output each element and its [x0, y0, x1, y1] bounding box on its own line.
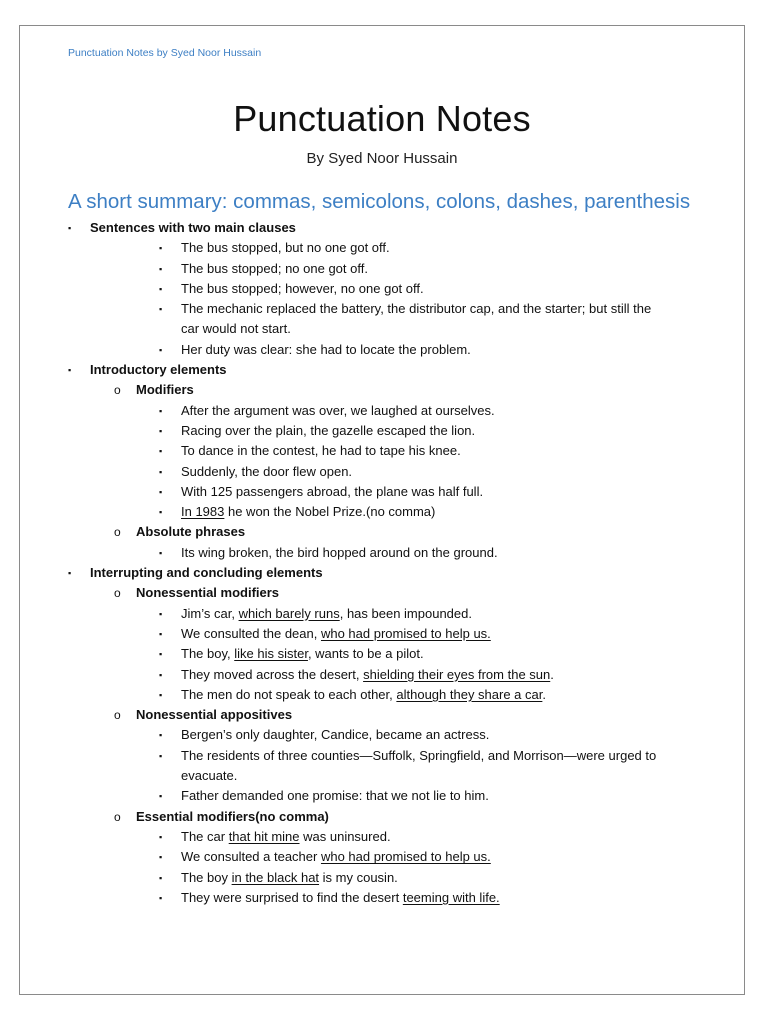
circle-bullet-icon: o [114, 383, 121, 398]
outline-item-text: Bergen’s only daughter, Candice, became an actress. [181, 727, 490, 743]
outline-item-text [181, 604, 472, 624]
outline-bullet-item [20, 462, 744, 482]
outline-item-text [181, 827, 391, 847]
outline-item-text [181, 665, 554, 685]
text-segment: , has been impounded. [339, 605, 472, 621]
outline-subheading-item [20, 807, 744, 827]
outline-item-text: The bus stopped; however, no one got off. [181, 280, 424, 296]
outline-bullet-item [20, 319, 744, 339]
outline-item-text: evacuate. [181, 768, 238, 784]
outline-item-text: Modifiers [136, 382, 194, 398]
outline-item-text [181, 847, 491, 867]
outline-item-text: Essential modifiers(no comma) [136, 808, 329, 824]
outline-subheading-item [20, 380, 744, 400]
square-bullet-icon: ▪ [159, 243, 163, 254]
outline-subheading-item [20, 705, 744, 725]
square-bullet-icon: ▪ [68, 568, 72, 579]
outline-item-text: Father demanded one promise: that we not lie to him. [181, 788, 489, 804]
square-bullet-icon: ▪ [159, 507, 163, 518]
outline-item-text: The residents of three counties—Suffolk, Springfield, and Morrison—were urged to [181, 747, 657, 763]
text-segment: The men do not speak to each other, [181, 686, 397, 702]
outline-item-text [181, 868, 398, 888]
square-bullet-icon: ▪ [159, 730, 163, 741]
square-bullet-icon: ▪ [159, 649, 163, 660]
outline-bullet-item [20, 299, 744, 319]
outline-bullet-item [20, 401, 744, 421]
underlined-phrase: who had promised to help us. [320, 849, 491, 865]
outline-subheading-item [20, 522, 744, 542]
square-bullet-icon: ▪ [159, 872, 163, 883]
text-segment: They were surprised to find the desert [181, 889, 403, 905]
outline-item-text: After the argument was over, we laughed at ourselves. [181, 402, 495, 418]
outline-bullet-item [20, 685, 744, 705]
square-bullet-icon: ▪ [159, 608, 163, 619]
outline-item-text: The bus stopped, but no one got off. [181, 240, 390, 256]
circle-bullet-icon: o [114, 809, 121, 824]
outline-item-text: To dance in the contest, he had to tape his knee. [181, 443, 461, 459]
outline-item-text: Racing over the plain, the gazelle escaped the lion. [181, 422, 476, 438]
outline-item-text: With 125 passengers abroad, the plane was half full. [181, 483, 484, 499]
outline-bullet-item [20, 888, 744, 908]
square-bullet-icon: ▪ [159, 547, 163, 558]
outline-subheading-item [20, 583, 744, 603]
outline-item-text: car would not start. [181, 321, 291, 337]
outline-heading-item [20, 218, 744, 238]
square-bullet-icon: ▪ [159, 831, 163, 842]
outline-item-text: The mechanic replaced the battery, the distributor cap, and the starter; but still the [181, 301, 652, 317]
outline-item-text [181, 888, 500, 908]
outline-bullet-item [20, 624, 744, 644]
outline-item-text [181, 624, 491, 644]
square-bullet-icon: ▪ [159, 405, 163, 416]
outline-item-text [181, 644, 424, 664]
outline-bullet-item [20, 543, 744, 563]
outline-bullet-item [20, 604, 744, 624]
text-segment: We consulted the dean, [181, 625, 321, 641]
circle-bullet-icon: o [114, 586, 121, 601]
outline-bullet-item [20, 868, 744, 888]
text-segment: The boy, [181, 646, 235, 662]
square-bullet-icon: ▪ [68, 223, 72, 233]
outline-item-text: Its wing broken, the bird hopped around on the ground. [181, 544, 498, 560]
outline-bullet-item [20, 786, 744, 806]
outline-bullet-item [20, 766, 744, 786]
outline-item-text: Nonessential appositives [136, 707, 293, 723]
square-bullet-icon: ▪ [159, 852, 163, 863]
text-segment: is my cousin. [319, 869, 398, 885]
outline-item-text: Nonessential modifiers [136, 585, 280, 601]
page-header-note: Punctuation Notes by Syed Noor Hussain [68, 47, 262, 59]
outline-heading-item [20, 563, 744, 583]
circle-bullet-icon: o [114, 525, 121, 540]
text-segment: Jim’s car, [181, 605, 239, 621]
text-segment: , wants to be a pilot. [307, 646, 424, 662]
outline-item-text: Suddenly, the door flew open. [181, 463, 353, 479]
outline-bullet-item [20, 259, 744, 279]
square-bullet-icon: ▪ [159, 750, 163, 761]
square-bullet-icon: ▪ [159, 628, 163, 639]
text-segment: he won the Nobel Prize.(no comma) [224, 504, 436, 520]
outline-item-text [181, 502, 435, 522]
outline-bullet-item [20, 238, 744, 258]
underlined-phrase: in the black hat [231, 869, 320, 885]
underlined-phrase: who had promised to help us. [320, 625, 491, 641]
outline-bullet-item [20, 827, 744, 847]
text-segment: . [542, 686, 546, 702]
outline-item-text: The bus stopped; no one got off. [181, 260, 368, 276]
square-bullet-icon: ▪ [159, 344, 163, 355]
text-segment: We consulted a teacher [181, 849, 321, 865]
outline-bullet-item [20, 340, 744, 360]
outline-item-text: Introductory elements [90, 362, 227, 378]
square-bullet-icon: ▪ [159, 263, 163, 274]
outline-item-text: Her duty was clear: she had to locate the problem. [181, 341, 471, 357]
outline-item-text [181, 685, 546, 705]
square-bullet-icon: ▪ [68, 365, 72, 376]
text-segment: The boy [181, 869, 232, 885]
underlined-phrase: teeming with life. [402, 889, 500, 905]
square-bullet-icon: ▪ [159, 669, 163, 680]
document-page [19, 25, 745, 995]
square-bullet-icon: ▪ [159, 892, 163, 903]
text-segment: was uninsured. [299, 828, 391, 844]
underlined-phrase: In 1983 [181, 504, 225, 520]
outline-bullet-item [20, 644, 744, 664]
outline-bullet-item [20, 482, 744, 502]
outline-item-text: Sentences with two main clauses [90, 220, 296, 235]
square-bullet-icon: ▪ [159, 304, 163, 315]
square-bullet-icon: ▪ [159, 689, 163, 700]
outline-bullet-item [20, 502, 744, 522]
text-segment: They moved across the desert, [181, 666, 364, 682]
square-bullet-icon: ▪ [159, 466, 163, 477]
square-bullet-icon: ▪ [159, 791, 163, 802]
underlined-phrase: shielding their eyes from the sun [363, 666, 551, 682]
outline-item-text: Interrupting and concluding elements [90, 565, 323, 581]
outline-bullet-item [20, 421, 744, 441]
underlined-phrase: which barely runs [238, 605, 340, 621]
outline-bullet-item [20, 665, 744, 685]
outline-bullet-item [20, 725, 744, 745]
outline-bullet-item [20, 746, 744, 766]
square-bullet-icon: ▪ [159, 486, 163, 497]
page-title: Punctuation Notes [233, 98, 531, 139]
outline-item-text: Absolute phrases [136, 524, 246, 540]
section-heading: A short summary: commas, semicolons, colons, dashes, parenthesis [68, 190, 691, 213]
square-bullet-icon: ▪ [159, 446, 163, 457]
circle-bullet-icon: o [114, 708, 121, 723]
underlined-phrase: like his sister [234, 646, 308, 662]
square-bullet-icon: ▪ [159, 425, 163, 436]
outline-heading-item [20, 360, 744, 380]
underlined-phrase: that hit mine [228, 828, 300, 844]
square-bullet-icon: ▪ [159, 283, 163, 294]
author-byline: By Syed Noor Hussain [306, 150, 458, 167]
outline-bullet-item [20, 847, 744, 867]
outline-bullet-item [20, 441, 744, 461]
text-segment: . [550, 666, 554, 682]
underlined-phrase: although they share a car [396, 686, 543, 702]
text-segment: The car [181, 828, 229, 844]
notes-outline [20, 218, 744, 908]
outline-bullet-item [20, 279, 744, 299]
